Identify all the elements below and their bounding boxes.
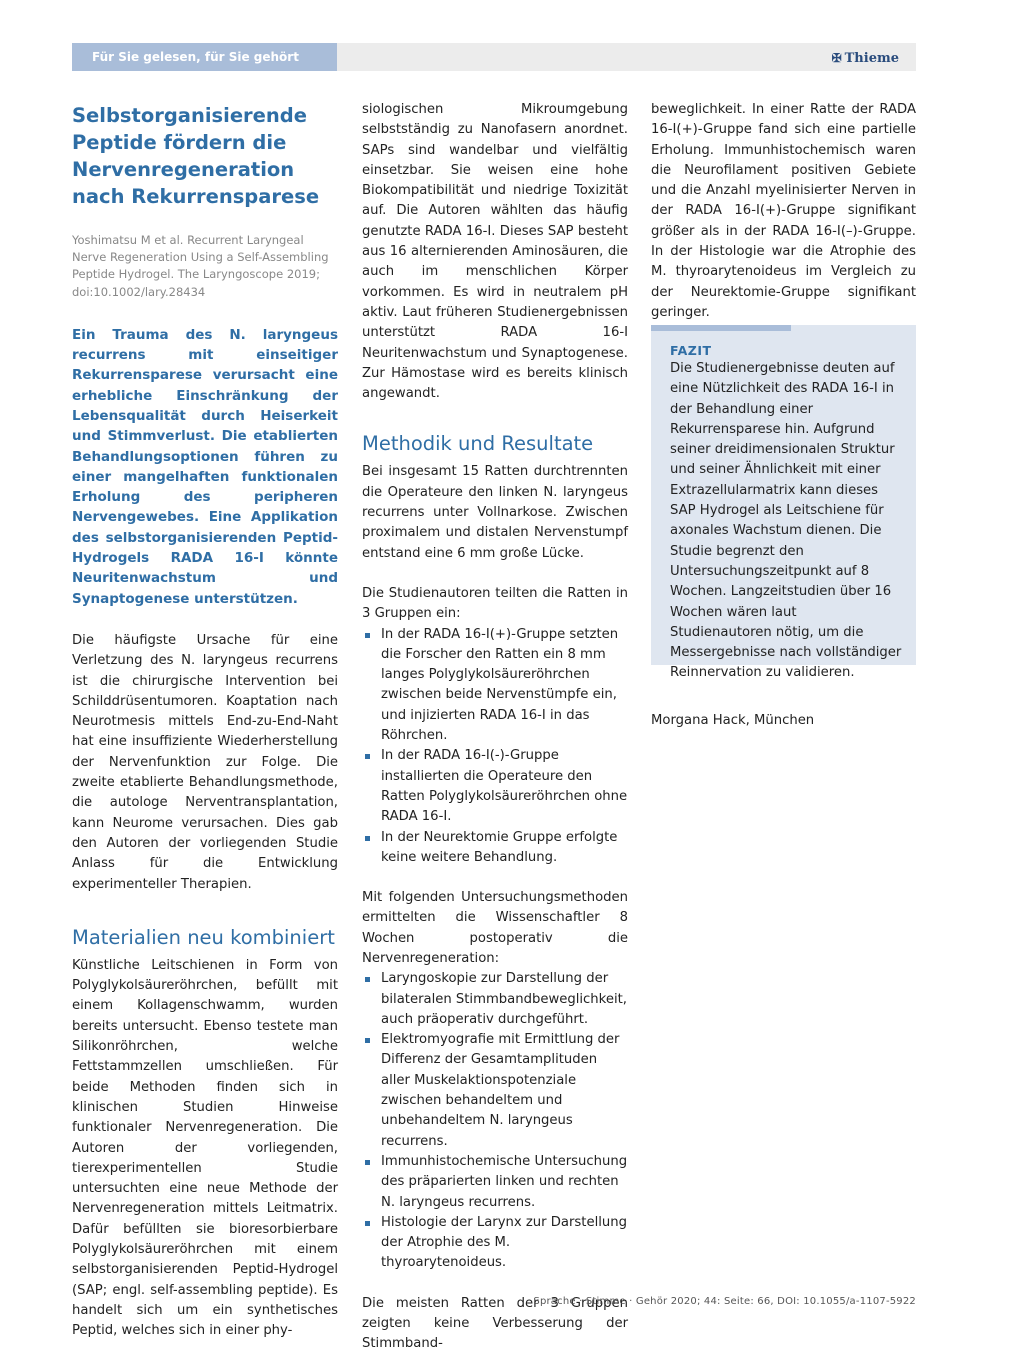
list-item: Laryngoskopie zur Darstellung der bilateralen Stimmbandbeweglichkeit, auch präoperativ durchgeführt.: [362, 969, 628, 1030]
methods-paragraph: Bei insgesamt 15 Ratten durchtrennten die Operateure den linken N. laryngeus recurrens unter Vollnarkose. Zwischen proximalem und distalen Nervenstumpf entstand eine 6 mm große Lücke.: [362, 464, 628, 561]
section-tag: Für Sie gelesen, für Sie gehört: [72, 43, 337, 71]
list-item: Histologie der Larynx zur Darstellung der Atrophie des M. thyroarytenoideus.: [362, 1213, 628, 1274]
list-item: In der RADA 16-I(-)-Gruppe installierten die Operateure den Ratten Polyglykolsäureröhrchen ohne RADA 16-I.: [362, 746, 628, 827]
materials-paragraph-continued: siologischen Mikroumgebung selbstständig zu Nanofasern anordnet. SAPs sind wandelbar und vielfältig einsetzbar. Sie weisen eine hohe Biokompatibilität und niedrige Toxizität auf. Die Autoren wählten das häufig genutzte RADA 16-I. Dieses SAP besteht aus 16 alternierenden Aminosäuren, die auch im menschlichen Körper vorkommen. Es wird in neutralem pH aktiv. Laut früheren Studienergebnissen unterstützt RADA 16-I Neuritenwachstum und Synaptogenese. Zur Hämostase wird es bereits klinisch angewandt.: [362, 102, 628, 402]
list-item: Immunhistochemische Untersuchung des präparierten linken und rechten N. laryngeus recurrens.: [362, 1152, 628, 1213]
list-item: Elektromyografie mit Ermittlung der Differenz der Gesamtamplituden aller Muskelaktionspotenziale zwischen behandeltem und unbehandeltem N. laryngeus recurrens.: [362, 1030, 628, 1152]
methods-list: [362, 969, 628, 1273]
fazit-text: Die Studienergebnisse deuten auf eine Nützlichkeit des RADA 16-I in der Behandlung einer Rekurrensparese hin. Aufgrund seiner dreidimensionalen Struktur und seiner Ähnlichkeit mit einer Extrazellularmatrix kann dieses SAP Hydrogel als Leitschiene für axonales Wachstum dienen. Die Studie begrenzt den Untersuchungszeitpunkt auf 8 Wochen. Langzeitstudien über 16 Wochen wären laut Studienautoren nötig, um die Messergebnisse nach vollständiger Reinnervation zu validieren.: [670, 361, 902, 681]
fazit-box: [651, 325, 916, 681]
article-title: Selbstorganisierende Peptide fördern die Nervenregeneration nach Rekurrensparese: [72, 104, 320, 208]
fazit-accent-bar: [651, 325, 791, 331]
column-3: [651, 100, 916, 323]
author: Morgana Hack, München: [651, 713, 815, 728]
results-paragraph-continued: beweglichkeit. In einer Ratte der RADA 16-I(+)-Gruppe fand sich eine partielle Erholung. Immunhistochemisch waren die Neurofilament positiven Gebiete und die Anzahl myelinisierter Nerven in der RADA 16-I(+)-Gruppe signifikant größer als in der RADA 16-I(–)-Gruppe. In der Histologie war die Atrophie des M. thyroarytenoideus im Vergleich zu der Neurektomie-Gruppe signifikant geringer.: [651, 102, 916, 320]
methods-intro: Mit folgenden Untersuchungsmethoden ermittelten die Wissenschaftler 8 Wochen postoperativ die Nervenregeneration:: [362, 890, 628, 966]
column-2: [362, 100, 628, 1355]
thieme-logo-icon: ✠: [831, 51, 842, 65]
lead-paragraph: Ein Trauma des N. laryngeus recurrens mit einseitiger Rekurrensparese verursacht eine erhebliche Einschränkung der Lebensqualität durch Heiserkeit und Stimmverlust. Die etablierten Behandlungsoptionen führen zu einer mangelhaften funktionalen Erholung des peripheren Nervengewebes. Eine Applikation des selbstorganisierenden Peptid-Hydrogels RADA 16-I könnte Neuritenwachstum und Synaptogenese unterstützen.: [72, 326, 338, 607]
results-paragraph: Die meisten Ratten der 3 Gruppen zeigten keine Verbesserung der Stimmband-: [362, 1295, 628, 1352]
publisher-name: Thieme: [844, 51, 899, 66]
intro-paragraph: Die häufigste Ursache für eine Verletzung des N. laryngeus recurrens ist die chirurgische Intervention bei Schilddrüsentumoren. Koaptation nach Neurotmesis mittels End-zu-End-Naht hat eine insuffiziente Wiederherstellung der Nervenfunktion zur Folge. Die zweite etablierte Behandlungsmethode, die autologe Nerventransplantation, kann Neurome verursachen. Dies gab den Autoren der vorliegenden Studie Anlass für die Entwicklung experimenteller Therapien.: [72, 632, 338, 892]
column-1: [72, 100, 338, 1341]
materials-paragraph: Künstliche Leitschienen in Form von Polyglykolsäureröhrchen, befüllt mit einem Kollagenschwamm, wurden bereits untersucht. Ebenso testete man Silikonröhrchen, welche Fettstammzellen umschließen. Für beide Methoden finden sich in klinischen Studien Hinweise funktionaler Nervenregeneration. Die Autoren der vorliegenden, tierexperimentellen Studie untersuchten eine neue Methode der Nervenregeneration mittels Leitmatrix. Dafür befüllten sie bioresorbierbare Polyglykolsäureröhrchen mit einem selbstorganisierenden Peptid-Hydrogel (SAP; engl. self-assembling peptide). Es handelt sich um ein synthetisches Peptid, welches sich in einer phy-: [72, 957, 338, 1339]
groups-intro: Die Studienautoren teilten die Ratten in 3 Gruppen ein:: [362, 585, 628, 622]
publisher-logo: [832, 43, 899, 71]
footer-citation: Sprache · Stimme · Gehör 2020; 44: Seite: 66, DOI: 10.1055/a-1107-5922: [533, 1296, 916, 1307]
groups-list: [362, 625, 628, 869]
list-item: In der RADA 16-I(+)-Gruppe setzten die Forscher den Ratten ein 8 mm langes Polyglykolsäureröhrchen zwischen beide Nervenstümpfe ein, und injizierten RADA 16-I in das Röhrchen.: [362, 625, 628, 747]
citation: Yoshimatsu M et al. Recurrent Laryngeal Nerve Regeneration Using a Self-Assembling Peptide Hydrogel. The Laryngoscope 2019; doi:10.1002/lary.28434: [72, 233, 329, 299]
list-item: In der Neurektomie Gruppe erfolgte keine weitere Behandlung.: [362, 828, 628, 869]
section-heading-methods: Methodik und Resultate: [362, 432, 594, 456]
fazit-heading: FAZIT: [670, 343, 712, 358]
section-heading-materials: Materialien neu kombiniert: [72, 925, 335, 949]
